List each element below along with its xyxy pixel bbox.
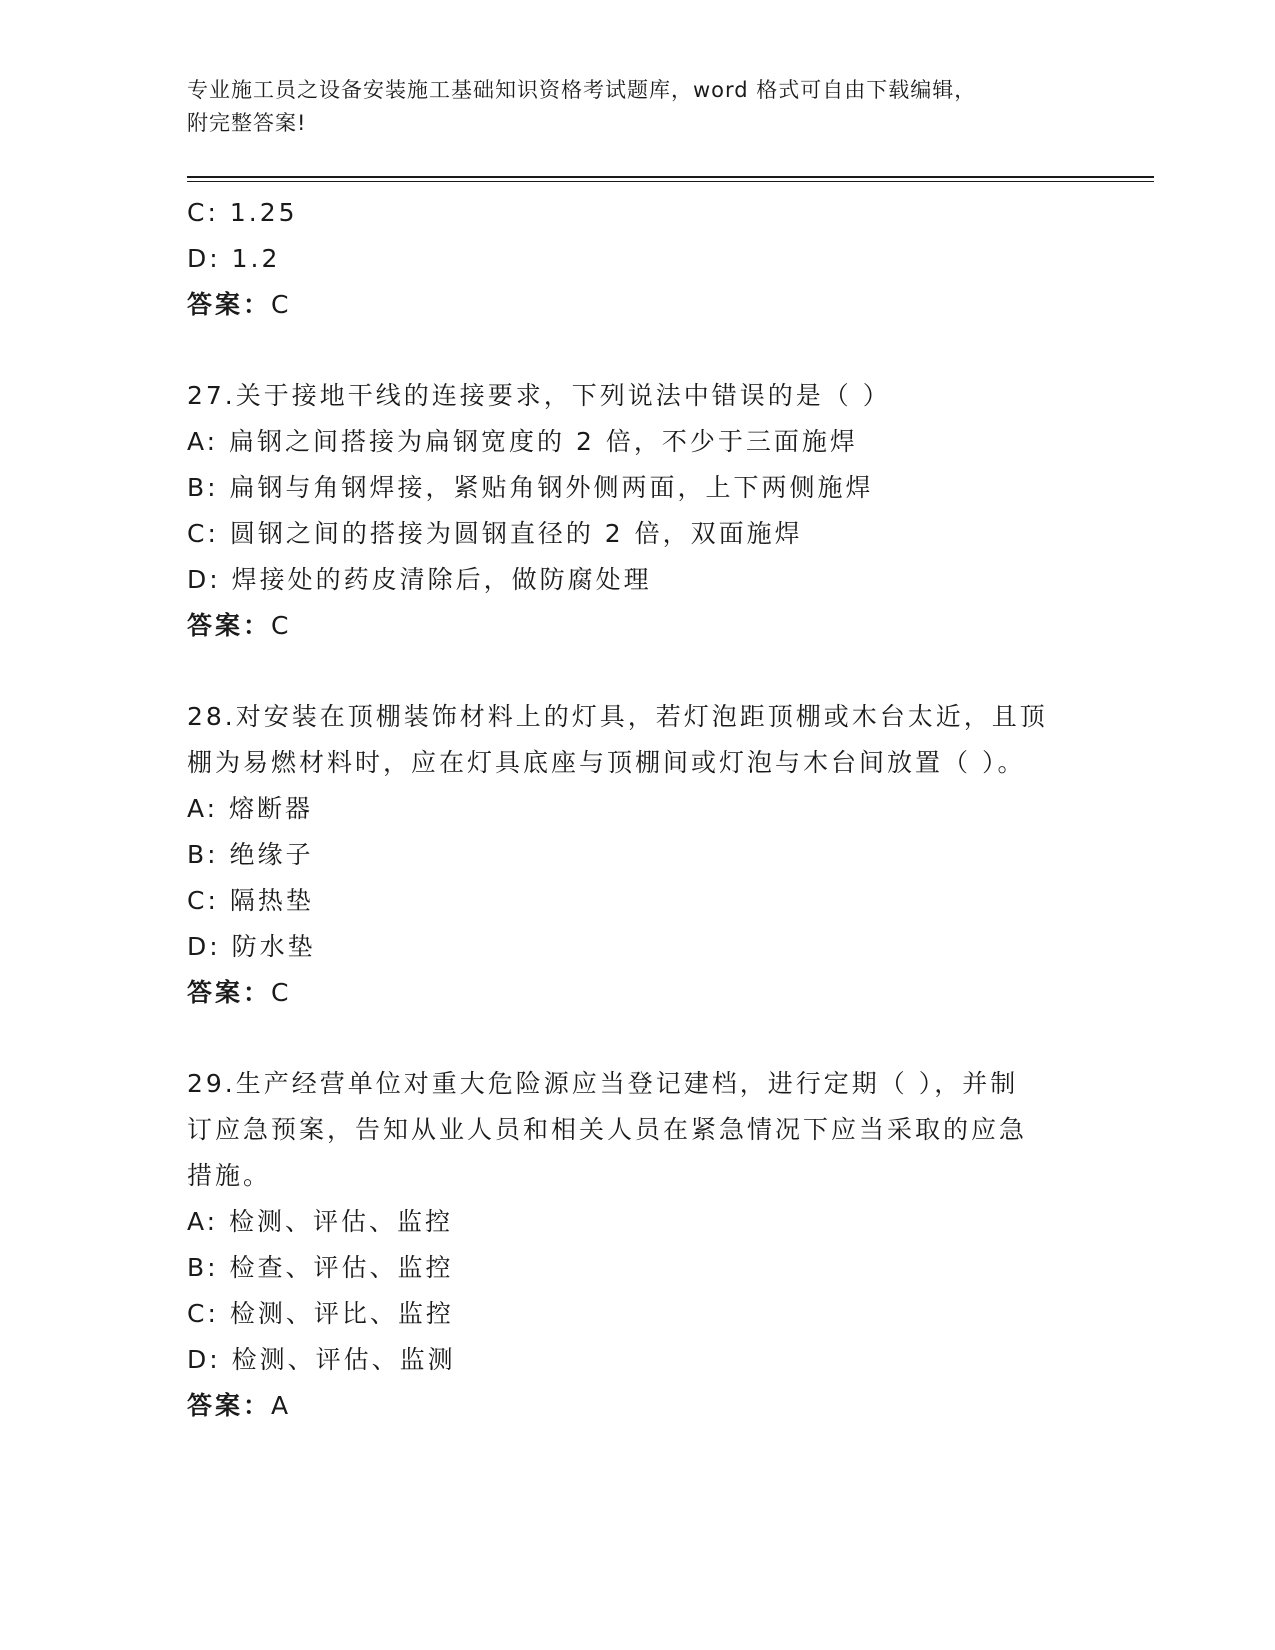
option-a: A: 扁钢之间搭接为扁钢宽度的 2 倍，不少于三面施焊 [187,427,858,456]
option-b: B: 绝缘子 [187,840,314,869]
option-d: D: 检测、评估、监测 [187,1345,456,1374]
option-c: C: 1.25 [187,198,298,227]
option-c: C: 隔热垫 [187,886,314,915]
option-c: C: 检测、评比、监控 [187,1299,454,1328]
header-line-2: 附完整答案! [187,111,307,135]
partial-question [187,190,1107,328]
question-list [187,190,1107,1429]
header-rule-thin [187,181,1154,182]
option-d: D: 焊接处的药皮清除后，做防腐处理 [187,565,652,594]
option-b: B: 检查、评估、监控 [187,1253,454,1282]
document-header [187,74,1087,140]
answer-line: 答案：C [187,290,292,319]
option-c: C: 圆钢之间的搭接为圆钢直径的 2 倍，双面施焊 [187,519,803,548]
option-d: D: 防水垫 [187,932,316,961]
option-a: A: 熔断器 [187,794,314,823]
question-stem: 订应急预案，告知从业人员和相关人员在紧急情况下应当采取的应急 [187,1115,1028,1144]
answer-line: 答案：A [187,1391,292,1420]
option-a: A: 检测、评估、监控 [187,1207,454,1236]
question-stem: 27.关于接地干线的连接要求，下列说法中错误的是（ ） [187,381,891,410]
question-stem: 28.对安装在顶棚装饰材料上的灯具，若灯泡距顶棚或木台太近，且顶 [187,702,1048,731]
question-stem: 棚为易燃材料时，应在灯具底座与顶棚间或灯泡与木台间放置（ ）。 [187,748,1026,777]
question-27 [187,373,1107,649]
question-stem: 29.生产经营单位对重大危险源应当登记建档，进行定期（ ），并制 [187,1069,1019,1098]
answer-line: 答案：C [187,978,292,1007]
header-line-1: 专业施工员之设备安装施工基础知识资格考试题库，word 格式可自由下载编辑， [187,78,977,102]
question-29 [187,1061,1107,1429]
question-28 [187,694,1107,1016]
option-b: B: 扁钢与角钢焊接，紧贴角钢外侧两面，上下两侧施焊 [187,473,874,502]
answer-line: 答案：C [187,611,292,640]
option-d: D: 1.2 [187,244,281,273]
question-stem: 措施。 [187,1161,272,1190]
header-rule-thick [187,176,1154,178]
